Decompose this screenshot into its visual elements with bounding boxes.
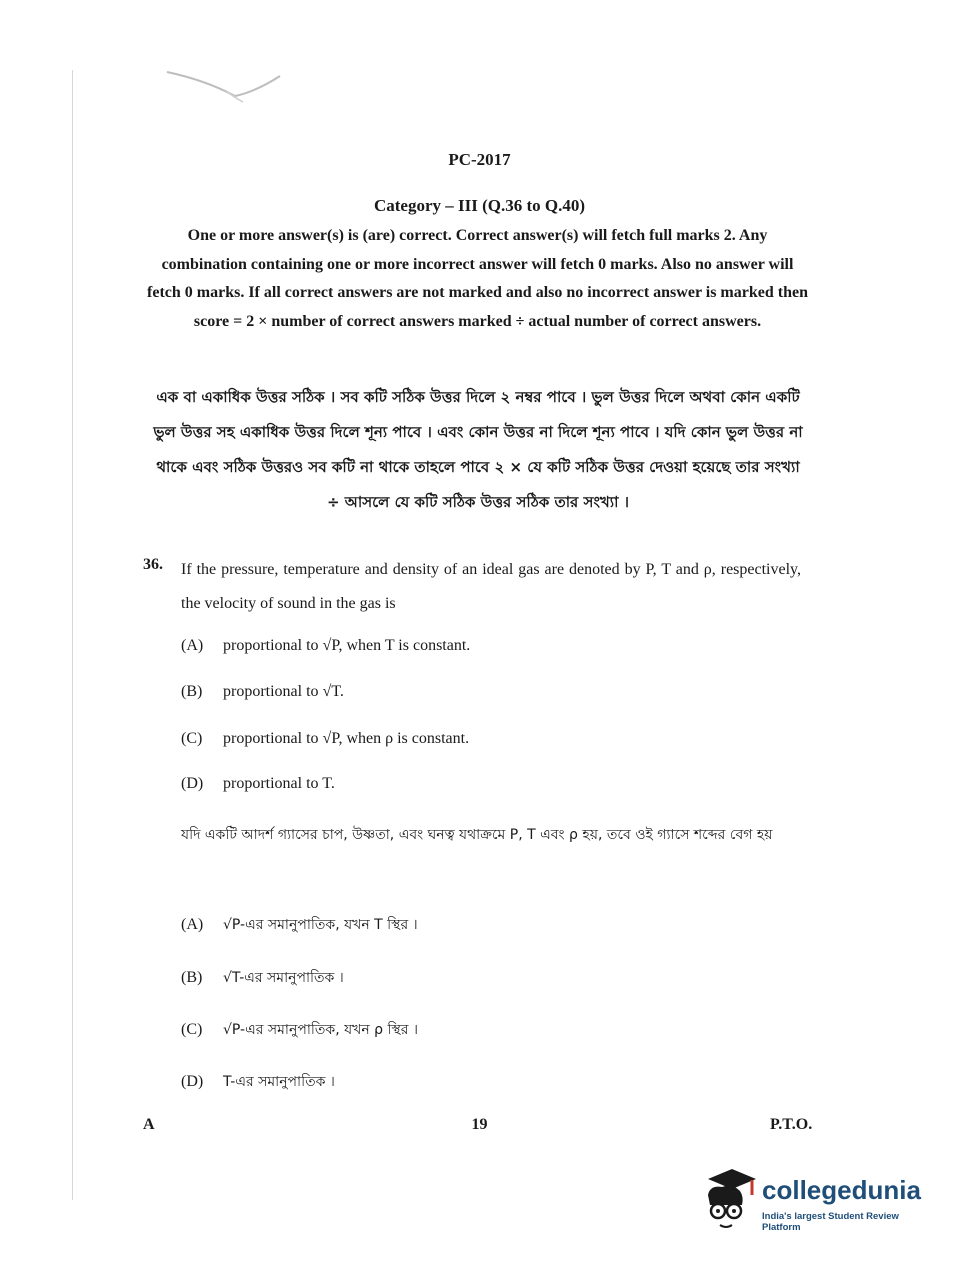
page-number: 19 <box>471 1116 488 1133</box>
instructions-english: One or more answer(s) is (are) correct. Correct answer(s) will fetch full marks 2. Any combination containing one or more incorrect answer will fetch 0 marks. Also no answer will fetch 0 marks. If all correct answers are not marked and also no incorrect answer is marked then score = 2 × number of correct answers marked ÷ actual number of correct answers. <box>147 227 808 330</box>
option-label: (A) <box>181 916 204 933</box>
option-bn-d <box>181 1070 335 1094</box>
option-label: (D) <box>181 775 204 792</box>
option-en-d <box>181 775 335 793</box>
option-bn-c <box>181 1018 418 1042</box>
option-label: (D) <box>181 1073 204 1090</box>
option-label: (A) <box>181 637 204 654</box>
scan-edge-line <box>72 70 73 1200</box>
collegedunia-logo-icon <box>700 1165 760 1235</box>
booklet-set-label: A <box>143 1116 155 1133</box>
question-text-bengali: যদি একটি আদর্শ গ্যাসের চাপ, উষ্ণতা, এবং ঘনত্ব যথাক্রমে P, T এবং ρ হয়, তবে ওই গ্যাসে শব্দের বেগ হয় <box>181 827 773 843</box>
option-text: √P-এর সমানুপাতিক, যখন T স্থির । <box>223 917 418 933</box>
question-text-english: If the pressure, temperature and density of an ideal gas are denoted by P, T and ρ, respectively, the velocity of sound in the gas is <box>181 561 801 612</box>
option-en-c <box>181 730 469 748</box>
scan-mark <box>165 62 285 107</box>
option-en-b <box>181 683 344 701</box>
question-number: 36. <box>143 556 163 573</box>
option-text: proportional to √P, when ρ is constant. <box>223 730 470 747</box>
option-en-a <box>181 637 470 655</box>
option-text: proportional to √P, when T is constant. <box>223 637 471 654</box>
category-heading: Category – III (Q.36 to Q.40) <box>373 196 586 215</box>
brand-name: collegedunia <box>762 1175 921 1205</box>
instructions-bengali: এক বা একাধিক উত্তর সঠিক । সব কটি সঠিক উত্তর দিলে ২ নম্বর পাবে । ভুল উত্তর দিলে অথবা কোন একটি ভুল উত্তর সহ একাধিক উত্তর দিলে শূন্য পাবে । এবং কোন উত্তর না দিলে শূন্য পাবে । যদি কোন ভুল উত্তর না থাকে এবং সঠিক উত্তরও সব কটি না থাকে তাহলে পাবে ২ × যে কটি সঠিক উত্তর দেওয়া হয়েছে তার সংখ্যা ÷ আসলে যে কটি সঠিক উত্তর সঠিক তার সংখ্যা । <box>153 388 803 511</box>
brand-tagline: India's largest Student Review Platform <box>762 1211 899 1233</box>
option-text: proportional to T. <box>223 775 335 792</box>
collegedunia-watermark <box>700 1165 940 1235</box>
option-bn-a <box>181 913 418 937</box>
option-label: (B) <box>181 969 203 986</box>
option-label: (C) <box>181 1021 203 1038</box>
option-text: T-এর সমানুপাতিক । <box>223 1074 335 1090</box>
option-bn-b <box>181 966 344 990</box>
pto-label: P.T.O. <box>770 1116 813 1133</box>
option-label: (B) <box>181 683 203 700</box>
option-text: √P-এর সমানুপাতিক, যখন ρ স্থির । <box>223 1022 418 1038</box>
document-code: PC-2017 <box>448 150 511 169</box>
option-text: proportional to √T. <box>223 683 344 700</box>
option-label: (C) <box>181 730 203 747</box>
option-text: √T-এর সমানুপাতিক । <box>223 970 344 986</box>
